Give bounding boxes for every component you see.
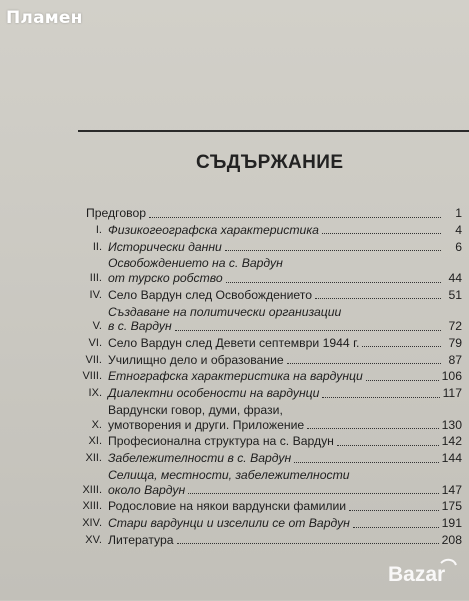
bazar-logo-icon: [384, 556, 466, 596]
chapter-number: VIII.: [82, 370, 102, 383]
chapter-number: IX.: [88, 387, 102, 400]
chapter-title-line: в с. Вардун: [108, 319, 172, 334]
page-number: 142: [441, 434, 462, 449]
page-number: 51: [448, 287, 462, 302]
toc-entry: [80, 434, 462, 449]
chapter-number: II.: [92, 240, 102, 253]
toc-entry: [80, 305, 462, 334]
dot-leader: [322, 397, 439, 398]
chapter-title-line: Етнографска характеристика на вардунци: [108, 369, 363, 384]
page-number: 208: [441, 532, 462, 547]
dot-leader: [349, 510, 439, 511]
dot-leader: [294, 462, 438, 463]
chapter-title-line: Литература: [108, 532, 174, 547]
chapter-title-line: Селища, местности, забележителности: [108, 467, 350, 482]
page-title: СЪДЪРЖАНИЕ: [196, 152, 344, 173]
chapter-title-line: Вардунски говор, думи, фрази,: [108, 403, 283, 417]
toc-entry: [80, 386, 462, 401]
chapter-title-line: Диалектни особености на вардунци: [108, 386, 320, 401]
toc-entry: [80, 499, 462, 514]
chapter-number: XI.: [88, 435, 102, 448]
seller-watermark: Пламен: [6, 8, 83, 28]
dot-leader: [175, 330, 441, 331]
chapter-title-line: от турско робство: [108, 270, 223, 285]
chapter-title-line: Село Вардун след Освобождението: [108, 287, 313, 302]
page-number: 44: [448, 270, 462, 285]
chapter-title-line: Училищно дело и образование: [108, 352, 284, 367]
toc-entry: [80, 369, 462, 384]
dot-leader: [353, 527, 439, 528]
toc-entry: [80, 353, 462, 368]
dot-leader: [149, 217, 441, 218]
page-number: 72: [448, 319, 462, 334]
toc-entry: [80, 516, 462, 531]
page-number: 79: [448, 335, 462, 350]
page-number: 106: [441, 369, 462, 384]
page-number: 144: [441, 451, 462, 466]
chapter-number: IV.: [89, 288, 102, 301]
toc-entry: [80, 288, 462, 303]
bazar-logo-text: Bazar: [388, 563, 446, 586]
page-number: 1: [455, 206, 462, 220]
page-number: 130: [441, 417, 462, 432]
chapter-number: VII.: [85, 353, 102, 366]
chapter-number: XIII.: [82, 483, 102, 496]
chapter-title-line: Предговор: [86, 206, 147, 220]
toc-entry: [80, 403, 462, 432]
chapter-number: I.: [95, 223, 102, 236]
page-number: 87: [448, 352, 462, 367]
chapter-number: XIII.: [82, 500, 102, 513]
chapter-title-line: Физикогеографска характеристика: [108, 222, 319, 237]
toc-entry: [80, 468, 462, 497]
page-number: 4: [455, 222, 462, 237]
chapter-number: X.: [91, 418, 102, 431]
chapter-number: III.: [89, 271, 102, 284]
chapter-number: V.: [92, 320, 102, 333]
chapter-number: VI.: [88, 336, 102, 349]
dot-leader: [307, 428, 438, 429]
toc-entry: [80, 223, 462, 238]
dot-leader: [366, 380, 439, 381]
page-number: 6: [455, 239, 462, 254]
dot-leader: [177, 543, 439, 544]
chapter-title-line: Родословие на някои вардунски фамилии: [108, 499, 347, 514]
chapter-title-line: Исторически данни: [108, 239, 222, 254]
page-number: 191: [441, 516, 462, 531]
table-of-contents: [80, 206, 462, 550]
chapter-number: XIV.: [82, 517, 102, 530]
toc-entry: [80, 533, 462, 548]
toc-entry: [80, 240, 462, 255]
section-rule: [78, 130, 469, 132]
dot-leader: [362, 346, 441, 347]
page-number: 175: [441, 499, 462, 514]
dot-leader: [225, 250, 441, 251]
bazar-logo: [384, 556, 466, 601]
toc-entry: [80, 256, 462, 285]
dot-leader: [315, 298, 441, 299]
page-number: 117: [442, 386, 462, 401]
chapter-title-line: Село Вардун след Девети септември 1944 г.: [108, 335, 360, 350]
toc-entry: [80, 206, 462, 221]
chapter-title-line: Освобождението на с. Вардун: [108, 256, 283, 271]
chapter-title-line: Стари вардунци и изселили се от Вардун: [108, 516, 350, 531]
toc-entry: [80, 451, 462, 466]
toc-entry: [80, 336, 462, 351]
chapter-number: XII.: [85, 452, 102, 465]
dot-leader: [337, 445, 439, 446]
chapter-title-line: умотворения и други. Приложение: [108, 417, 305, 432]
page-number: 147: [441, 482, 462, 497]
chapter-title-line: Забележителности в с. Вардун: [108, 451, 292, 466]
chapter-title-line: Създаване на политически организации: [108, 304, 342, 319]
chapter-number: XV.: [85, 533, 102, 546]
chapter-title-line: Професионална структура на с. Вардун: [108, 434, 334, 449]
dot-leader: [322, 233, 441, 234]
chapter-title-line: около Вардун: [108, 482, 186, 497]
dot-leader: [287, 363, 441, 364]
dot-leader: [226, 282, 441, 283]
dot-leader: [188, 493, 438, 494]
